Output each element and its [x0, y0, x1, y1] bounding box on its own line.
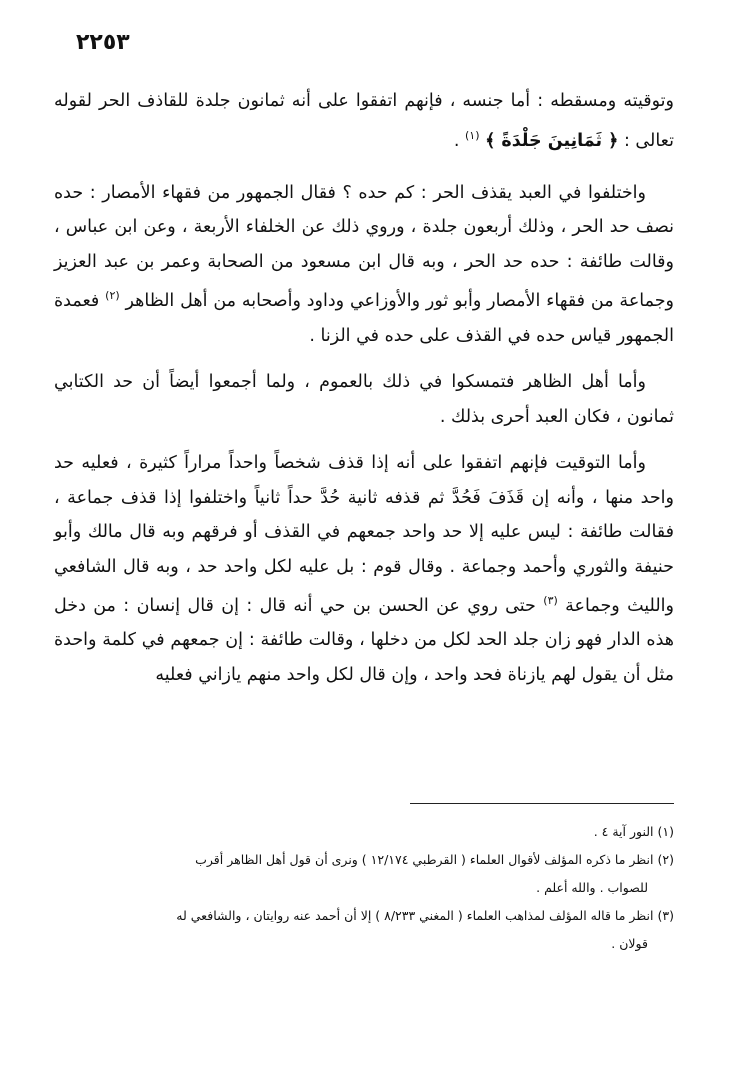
footnote-2-continuation: للصواب . والله أعلم .	[536, 880, 648, 895]
footnote-ref-3: (٣)	[543, 594, 558, 608]
footnote-3-text: انظر ما قاله المؤلف لمذاهب العلماء ( المغني ٨/٢٣٣ ) إلا أن أحمد عنه روايتان ، والشافعي له	[176, 908, 654, 923]
quran-quote: ﴿ ثَمَانِينَ جَلْدَةً ﴾	[485, 130, 619, 151]
footnote-3-continuation: قولان .	[611, 936, 648, 951]
paragraph-2	[54, 176, 674, 353]
paragraph-4	[54, 446, 674, 692]
footnote-1-number: (١)	[657, 824, 674, 839]
paragraph-1-tail: .	[453, 130, 460, 151]
page-number: ٢٢٥٣	[76, 30, 130, 55]
footnote-3-number: (٣)	[657, 908, 674, 923]
paragraph-4-text-after: حتى روي عن الحسن بن حي أنه قال : إن قال إنسان : من دخل هذه الدار فهو زان جلد الحد لكل من دخلها ، وقالت طائفة : إن جمعهم في كلمة واحدة مثل أن يقول لهم يازناة فحد واحد ، وإن قال لكل واحد منهم يازاني فعليه	[54, 595, 674, 685]
footnote-1	[60, 818, 674, 846]
paragraph-4-text: وأما التوقيت فإنهم اتفقوا على أنه إذا قذف شخصاً واحداً مراراً كثيرة ، فعليه حد واحد منها ، وأنه إن قَذَفَ فَحُدَّ ثم قذفه ثانية حُدَّ حداً ثانياً واختلفوا إذا قذف جماعة ، فقالت طائفة : ليس عليه إلا حد واحد جمعهم في القذف أو فرقهم وبه قال مالك وأبو حنيفة والثوري وأحمد وجماعة . وقال قوم : بل عليه لكل واحد حد ، وبه قال الشافعي والليث وجماعة	[54, 453, 674, 616]
paragraph-2-text: واختلفوا في العبد يقذف الحر : كم حده ؟ فقال الجمهور من فقهاء الأمصار : حده نصف حد الحر ، وذلك أربعون جلدة ، وروي ذلك عن الخلفاء الأربعة ، وعن ابن عباس ، وقالت طائفة : حده حد الحر ، وبه قال ابن مسعود من الصحابة وعمر بن عبد العزيز وجماعة من فقهاء الأمصار وأبو ثور والأوزاعي وداود وأصحابه من أهل الظاهر	[54, 182, 674, 312]
body-text	[54, 84, 674, 704]
footnote-ref-1: (١)	[464, 128, 480, 142]
paragraph-2-text-after: فعمدة الجمهور قياس حده في القذف على حده في الزنا .	[54, 291, 674, 346]
footnote-2-text: انظر ما ذكره المؤلف لأقوال العلماء ( القرطبي ١٢/١٧٤ ) ونرى أن قول أهل الظاهر أقرب	[195, 852, 654, 867]
paragraph-1-line-2: لقوله تعالى :	[54, 91, 674, 151]
footnote-2-number: (٢)	[657, 852, 674, 867]
paragraph-3	[54, 365, 674, 434]
paragraph-1	[54, 84, 674, 158]
footnote-divider	[410, 803, 674, 804]
footnote-2	[60, 846, 674, 874]
paragraph-1-line-1: وتوقيته ومسقطه : أما جنسه ، فإنهم اتفقوا على أنه ثمانون جلدة للقاذف الحر	[99, 91, 674, 111]
footnote-3	[60, 902, 674, 930]
footnotes	[60, 818, 674, 958]
footnote-1-text: النور آية ٤ .	[593, 824, 654, 839]
paragraph-3-text: وأما أهل الظاهر فتمسكوا في ذلك بالعموم ، ولما أجمعوا أيضاً أن حد الكتابي ثمانون ، فكان العبد أحرى بذلك .	[54, 372, 674, 427]
footnote-ref-2: (٢)	[105, 289, 120, 303]
